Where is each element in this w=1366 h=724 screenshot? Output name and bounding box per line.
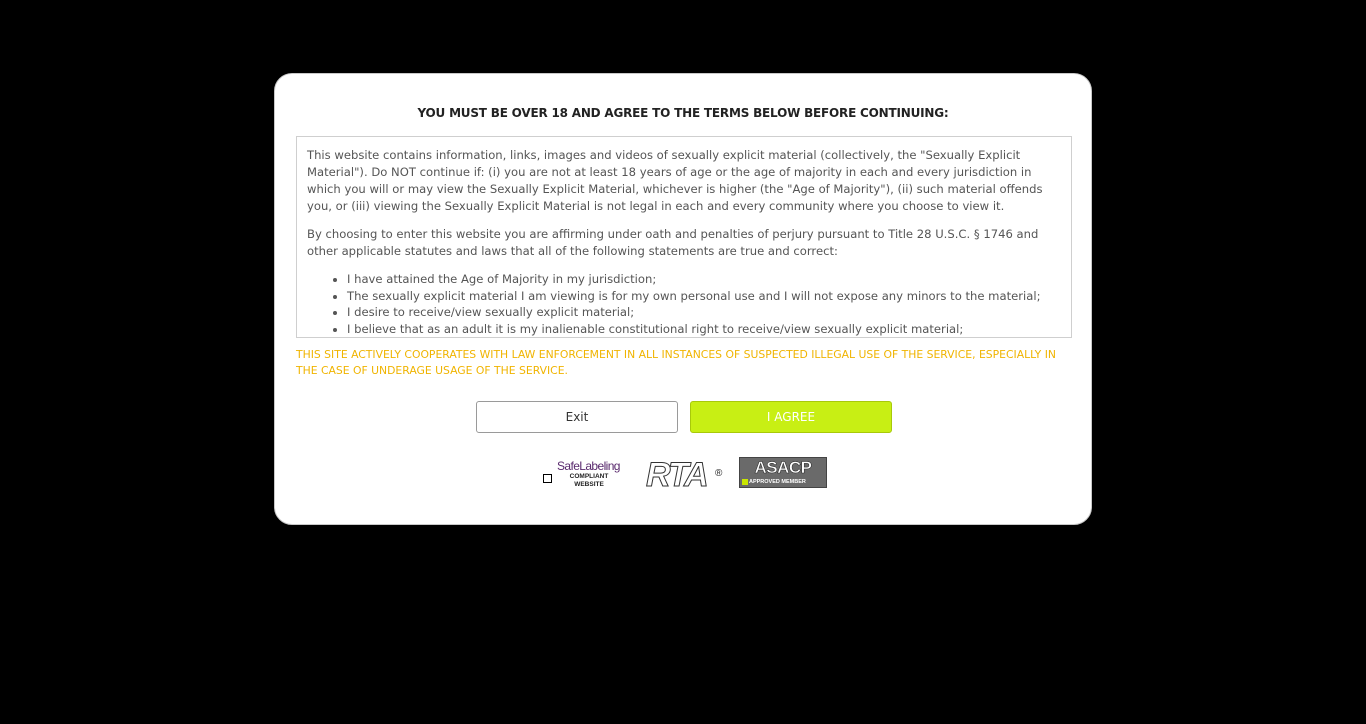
age-verification-modal [274,73,1092,525]
asacp-title: ASACP [754,458,812,477]
terms-scroll-box[interactable] [296,136,1072,338]
asacp-subtitle: APPROVED MEMBER [749,479,806,485]
asacp-check-icon [742,479,748,485]
terms-list [307,271,1061,337]
law-enforcement-warning: THIS SITE ACTIVELY COOPERATES WITH LAW ENFORCEMENT IN ALL INSTANCES OF SUSPECTED ILLEGAL USE OF THE SERVICE, ESPECIALLY IN THE CASE OF UNDERAGE USAGE OF THE SERVICE. [296,348,1056,377]
asacp-logo[interactable] [739,457,827,488]
terms-list-item: • The sexually explicit material I am viewing is for my own personal use and I will not expose any minors to the material; [347,288,1061,305]
safelabeling-logo[interactable] [541,459,631,489]
safelabeling-checkbox-icon [543,474,552,483]
terms-paragraph-2: By choosing to enter this website you are affirming under oath and penalties of perjury pursuant to Title 28 U.S.C. § 1746 and other applicable statutes and laws that all of the following statements are true and correct: [307,227,1039,258]
terms-list-item: • I believe that as an adult it is my inalienable constitutional right to receive/view sexually explicit material; [347,321,1061,338]
exit-button[interactable]: Exit [476,401,678,433]
rta-text: RTA [646,456,707,490]
rta-logo[interactable] [645,456,727,490]
safelabeling-subtitle [563,473,615,488]
safelabeling-sub-line-2: WEBSITE [574,480,604,488]
agree-button[interactable]: I AGREE [690,401,892,433]
modal-title: YOU MUST BE OVER 18 AND AGREE TO THE TERMS BELOW BEFORE CONTINUING: [417,106,949,120]
safelabeling-sub-line-1: COMPLIANT [569,473,609,480]
terms-list-item: • I have attained the Age of Majority in my jurisdiction; [347,271,1061,288]
terms-list-item: • I desire to receive/view sexually explicit material; [347,304,1061,321]
safelabeling-title: SafeLabeling [557,459,620,473]
rta-registered-mark: ® [715,468,723,479]
terms-paragraph-1: This website contains information, links, images and videos of sexually explicit material (collectively, the "Sexually Explicit Material"). Do NOT continue if: (i) you are not at least 18 years of age or the age of majority in each and every jurisdiction in which you will or may view the Sexually Explicit Material, whichever is higher (the "Age of Majority"), (ii) such material offends you, or (iii) viewing the Sexually Explicit Material is not legal in each and every community where you choose to view it. [307,148,1043,213]
